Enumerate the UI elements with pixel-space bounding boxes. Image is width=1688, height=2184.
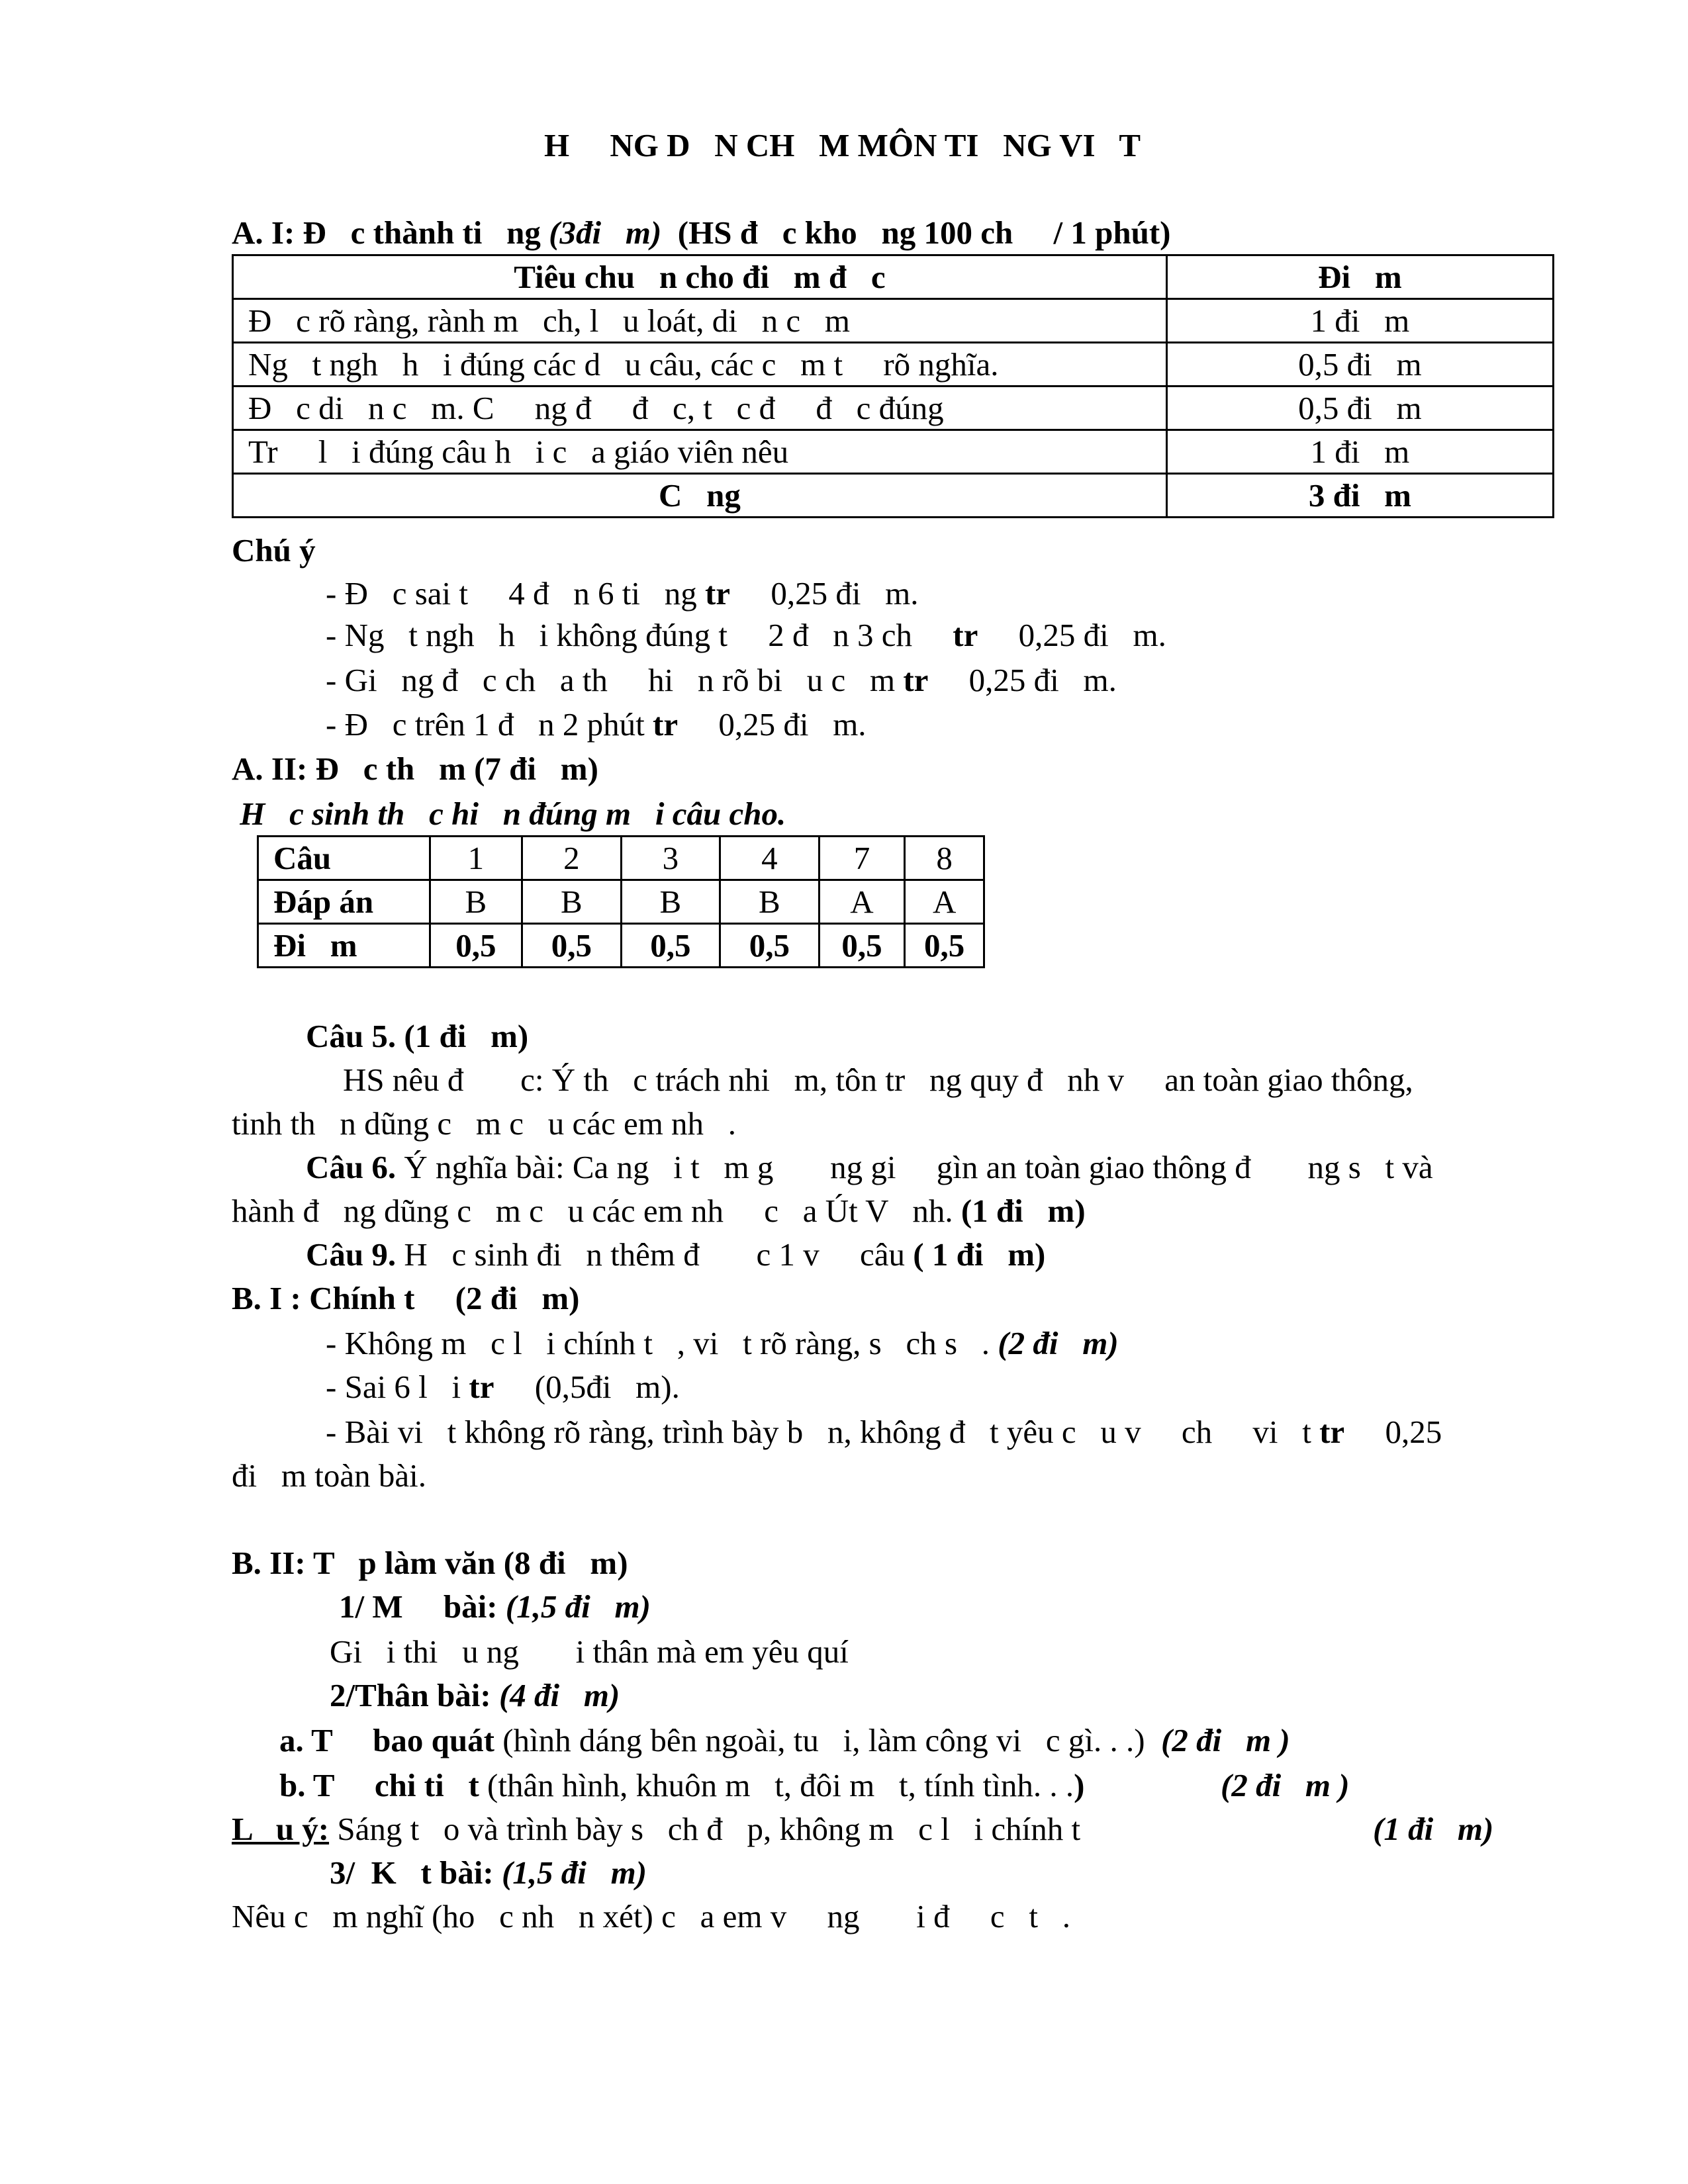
b1-line-3-points: 0,25 [1344, 1414, 1442, 1450]
than-bai-a [279, 1721, 1290, 1760]
than-bai-a-label: a. T bao quát [279, 1722, 494, 1758]
criteria-table [232, 254, 1554, 518]
score-header-cell: Đi m [1166, 255, 1553, 299]
score-cell: 1 đi m [1166, 430, 1553, 474]
note-deduct: tr [704, 575, 731, 612]
than-bai-b-text: (thân hình, khuôn m t, đôi m t, tính tình. . . [479, 1767, 1074, 1803]
q9-label: Câu 9. [306, 1236, 397, 1273]
than-bai-a-points: (2 đi m ) [1161, 1722, 1290, 1758]
q6-points: (1 đi m) [961, 1193, 1086, 1229]
question-number: 7 [819, 837, 905, 880]
criterion-cell: Đ c di n c m. C ng đ đ c, t c đ đ c đúng [233, 387, 1167, 430]
question-number: 2 [522, 837, 622, 880]
question-number: 8 [905, 837, 984, 880]
luu-y-text: Sáng t o và trình bày s ch đ p, không m c l i chính t [329, 1811, 1105, 1847]
q5-heading: Câu 5. (1 đi m) [306, 1018, 529, 1054]
answer-points: 0,5 [819, 924, 905, 968]
question-number: 1 [430, 837, 522, 880]
b1-line-2-text: - Sai 6 l i [326, 1369, 469, 1405]
b1-line-2-deduct: tr [469, 1369, 494, 1405]
note-points: 0,25 đi m. [678, 706, 867, 743]
total-score-cell: 3 đi m [1166, 474, 1553, 518]
criteria-table-header [233, 255, 1554, 299]
answer-key: B [430, 880, 522, 924]
than-bai-a-text: (hình dáng bên ngoài, tu i, làm công vi c gì. . .) [494, 1722, 1162, 1758]
note-item [326, 705, 867, 745]
row-label: Đi m [258, 924, 430, 968]
document-title: H NG D N CH M MÔN TI NG VI T [544, 127, 1141, 163]
mo-bai-points: (1,5 đi m) [505, 1588, 651, 1625]
table-row [233, 387, 1554, 430]
answer-key: B [621, 880, 720, 924]
answer-key: B [522, 880, 622, 924]
section-a2-heading: A. II: Đ c th m (7 đi m) [232, 751, 598, 787]
question-number: 4 [720, 837, 820, 880]
note-item [326, 615, 1166, 655]
criteria-header-cell: Tiêu chu n cho đi m đ c [233, 255, 1167, 299]
b1-line-4: đi m toàn bài. [232, 1457, 426, 1494]
note-label: Chú ý [232, 532, 316, 569]
answer-key-table [257, 835, 985, 968]
luu-y-label: L u ý: [232, 1811, 330, 1847]
luu-y-points: (1 đi m) [1373, 1811, 1494, 1847]
score-cell: 0,5 đi m [1166, 387, 1553, 430]
table-total-row [233, 474, 1554, 518]
section-a1-heading-note: (HS đ c kho ng 100 ch / 1 phút) [661, 214, 1171, 251]
note-text: - Đ c sai t 4 đ n 6 ti ng [326, 575, 705, 612]
criterion-cell: Tr l i đúng câu h i c a giáo viên nêu [233, 430, 1167, 474]
q9-text: H c sinh đi n thêm đ c 1 v câu [396, 1236, 914, 1273]
ket-bai-heading [330, 1853, 647, 1893]
note-points: 0,25 đi m. [978, 617, 1166, 653]
question-number: 3 [621, 837, 720, 880]
b1-line-2-points: (0,5đi m). [494, 1369, 680, 1405]
row-label: Câu [258, 837, 430, 880]
than-bai-heading [330, 1676, 620, 1715]
q6-line-2 [232, 1191, 1086, 1231]
answer-points: 0,5 [430, 924, 522, 968]
q6-line-1 [306, 1148, 1433, 1187]
table-row [233, 343, 1554, 387]
q6-text-2: hành đ ng dũng c m c u các em nh c a Út V nh. [232, 1193, 961, 1229]
ket-bai-points: (1,5 đi m) [501, 1854, 647, 1891]
than-bai-b [279, 1766, 1084, 1805]
answer-points: 0,5 [621, 924, 720, 968]
luu-y-line [232, 1809, 1105, 1849]
section-a1-heading [232, 213, 1171, 253]
note-text: - Đ c trên 1 đ n 2 phút [326, 706, 653, 743]
b1-line-3-deduct: tr [1319, 1414, 1345, 1450]
score-cell: 0,5 đi m [1166, 343, 1553, 387]
note-text: - Gi ng đ c ch a th hi n rõ bi u c m [326, 662, 904, 698]
table-row [233, 299, 1554, 343]
b1-line-1 [326, 1324, 1119, 1363]
answer-points: 0,5 [522, 924, 622, 968]
section-a1-heading-points: (3đi m) [549, 214, 662, 251]
q9-line [306, 1235, 1045, 1275]
than-bai-b-label: b. T chi ti t [279, 1767, 479, 1803]
answer-key: A [819, 880, 905, 924]
section-a2-subheading: H c sinh th c hi n đúng m i câu cho. [232, 796, 786, 832]
answer-key: A [905, 880, 984, 924]
note-item [326, 660, 1117, 700]
q6-text: Ý nghĩa bài: Ca ng i t m g ng gi gìn an toàn giao thông đ ng s t và [396, 1149, 1433, 1185]
b1-line-1-points: (2 đi m) [998, 1325, 1119, 1361]
criterion-cell: Đ c rõ ràng, rành m ch, l u loát, di n c m [233, 299, 1167, 343]
mo-bai-label: 1/ M bài: [339, 1588, 506, 1625]
q6-label: Câu 6. [306, 1149, 397, 1185]
q9-points: ( 1 đi m) [913, 1236, 1046, 1273]
than-bai-points: (4 đi m) [498, 1677, 620, 1713]
note-item [326, 574, 919, 614]
table-row [258, 837, 984, 880]
answer-points: 0,5 [720, 924, 820, 968]
b1-line-3 [326, 1412, 1442, 1452]
section-a1-heading-text: A. I: Đ c thành ti ng [232, 214, 549, 251]
note-points: 0,25 đi m. [730, 575, 919, 612]
section-b1-heading: B. I : Chính t (2 đi m) [232, 1280, 580, 1316]
ket-bai-text: Nêu c m nghĩ (ho c nh n xét) c a em v ng i đ c t . [232, 1898, 1070, 1934]
mo-bai-text: Gi i thi u ng i thân mà em yêu quí [330, 1633, 849, 1670]
criterion-cell: Ng t ngh h i đúng các d u câu, các c m t rõ nghĩa. [233, 343, 1167, 387]
table-row [258, 880, 984, 924]
row-label: Đáp án [258, 880, 430, 924]
note-deduct: tr [903, 662, 929, 698]
note-deduct: tr [953, 617, 978, 653]
b1-line-3-text: - Bài vi t không rõ ràng, trình bày b n, không đ t yêu c u v ch vi t [326, 1414, 1320, 1450]
note-deduct: tr [653, 706, 679, 743]
than-bai-label: 2/Thân bài: [330, 1677, 499, 1713]
answer-points: 0,5 [905, 924, 984, 968]
total-label-cell: C ng [233, 474, 1167, 518]
b1-line-2 [326, 1367, 680, 1407]
q5-line-2: tinh th n dũng c m c u các em nh . [232, 1105, 737, 1142]
than-bai-b-points: (2 đi m ) [1221, 1767, 1350, 1803]
table-row [233, 430, 1554, 474]
table-row [258, 924, 984, 968]
section-b2-heading: B. II: T p làm văn (8 đi m) [232, 1545, 628, 1581]
mo-bai-heading [339, 1587, 651, 1627]
b1-line-1-text: - Không m c l i chính t , vi t rõ ràng, s ch s . [326, 1325, 998, 1361]
answer-key: B [720, 880, 820, 924]
q5-line-1: HS nêu đ c: Ý th c trách nhi m, tôn tr ng quy đ nh v an toàn giao thông, [343, 1062, 1413, 1098]
ket-bai-label: 3/ K t bài: [330, 1854, 502, 1891]
note-points: 0,25 đi m. [928, 662, 1117, 698]
score-cell: 1 đi m [1166, 299, 1553, 343]
than-bai-b-close: ) [1074, 1767, 1085, 1803]
note-text: - Ng t ngh h i không đúng t 2 đ n 3 ch [326, 617, 953, 653]
